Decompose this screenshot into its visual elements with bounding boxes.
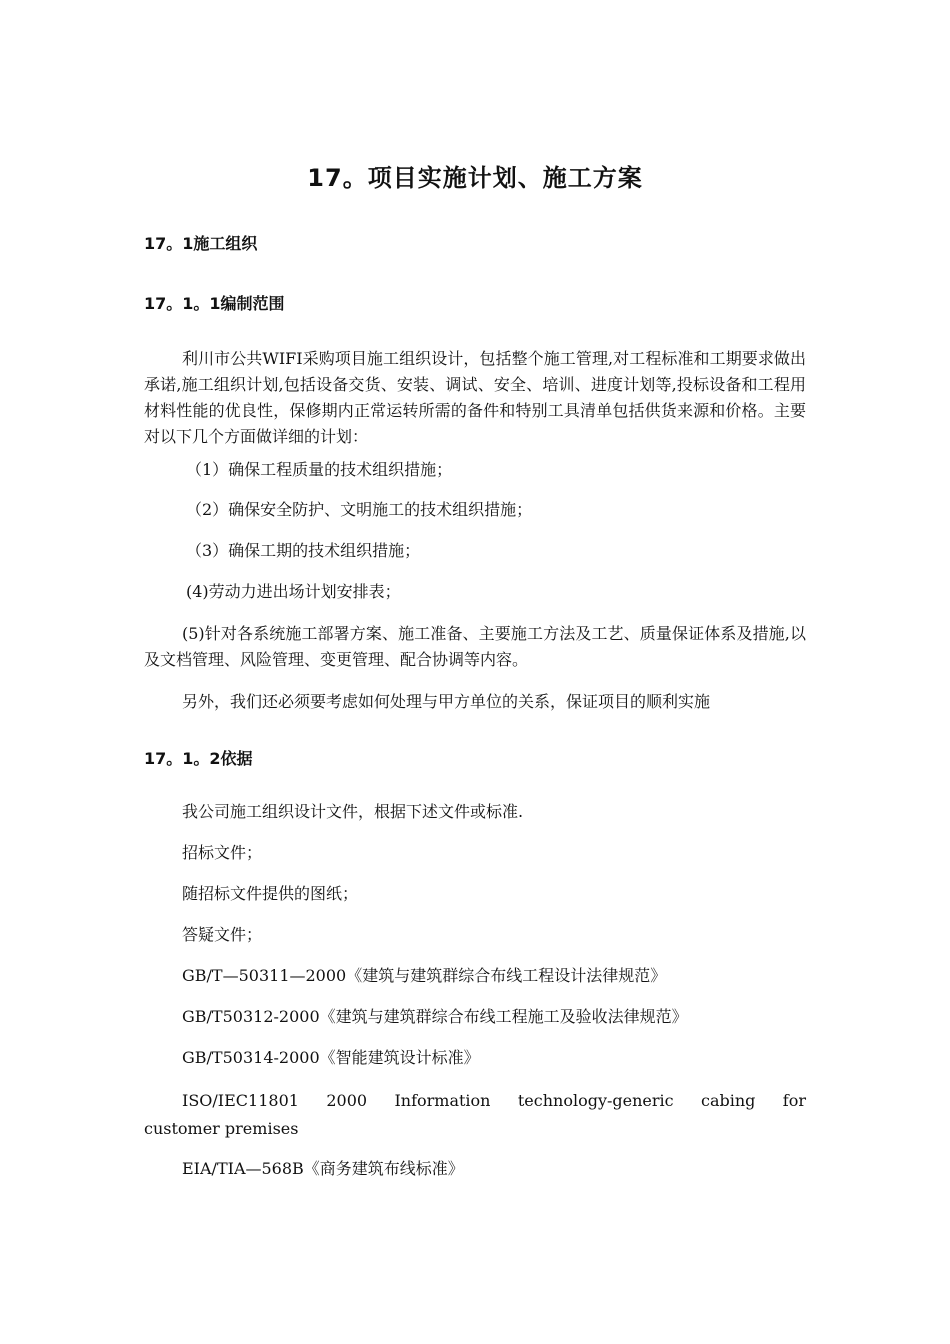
iso-standard-row bbox=[144, 1087, 806, 1115]
standard-line: GB/T50314-2000《智能建筑设计标准》 bbox=[182, 1048, 480, 1067]
iso-continuation: customer premises bbox=[144, 1119, 299, 1138]
basis-line: 招标文件； bbox=[182, 843, 263, 862]
basis-line: 随招标文件提供的图纸； bbox=[182, 884, 359, 903]
page-title: 17。项目实施计划、施工方案 bbox=[307, 164, 643, 192]
iso-word: technology-generic bbox=[517, 1091, 674, 1110]
list-item-2: （2）确保安全防护、文明施工的技术组织措施； bbox=[186, 500, 533, 519]
standard-line: EIA/TIA—568B《商务建筑布线标准》 bbox=[182, 1159, 464, 1178]
list-item-5: (5)针对各系统施工部署方案、施工准备、主要施工方法及工艺、质量保证体系及措施,以及文档管理、风险管理、变更管理、配合协调等内容。 bbox=[144, 624, 806, 669]
basis-line: 答疑文件； bbox=[182, 925, 263, 944]
standard-line: GB/T50312-2000《建筑与建筑群综合布线工程施工及验收法律规范》 bbox=[182, 1007, 688, 1026]
list-item-4: (4)劳动力进出场计划安排表； bbox=[186, 582, 401, 601]
section-heading-17-1: 17。1施工组织 bbox=[144, 234, 258, 253]
iso-word: cabing bbox=[701, 1091, 756, 1110]
basis-line: 我公司施工组织设计文件，根据下述文件或标准. bbox=[182, 802, 524, 821]
list-item-3: （3）确保工期的技术组织措施； bbox=[186, 541, 421, 560]
iso-word: for bbox=[782, 1091, 806, 1110]
list-item-1: （1）确保工程质量的技术组织措施； bbox=[186, 460, 453, 479]
iso-word: ISO/IEC11801 bbox=[182, 1091, 299, 1110]
section-heading-17-1-1: 17。1。1编制范围 bbox=[144, 294, 285, 313]
iso-word: 2000 bbox=[326, 1091, 368, 1110]
intro-paragraph: 利川市公共WIFI采购项目施工组织设计，包括整个施工管理,对工程标准和工期要求做出承诺,施工组织计划,包括设备交货、安装、调试、安全、培训、进度计划等,投标设备和工程用材料性能的优良性，保修期内正常运转所需的备件和特别工具清单包括供货来源和价格。主要对以下几个方面做详细的计划： bbox=[144, 349, 806, 446]
extra-paragraph: 另外，我们还必须要考虑如何处理与甲方单位的关系，保证项目的顺利实施 bbox=[182, 692, 711, 711]
iso-standard-line bbox=[144, 1087, 806, 1143]
iso-word: Information bbox=[394, 1091, 491, 1110]
standard-line: GB/T—50311—2000《建筑与建筑群综合布线工程设计法律规范》 bbox=[182, 966, 667, 985]
section-heading-17-1-2: 17。1。2依据 bbox=[144, 749, 253, 768]
